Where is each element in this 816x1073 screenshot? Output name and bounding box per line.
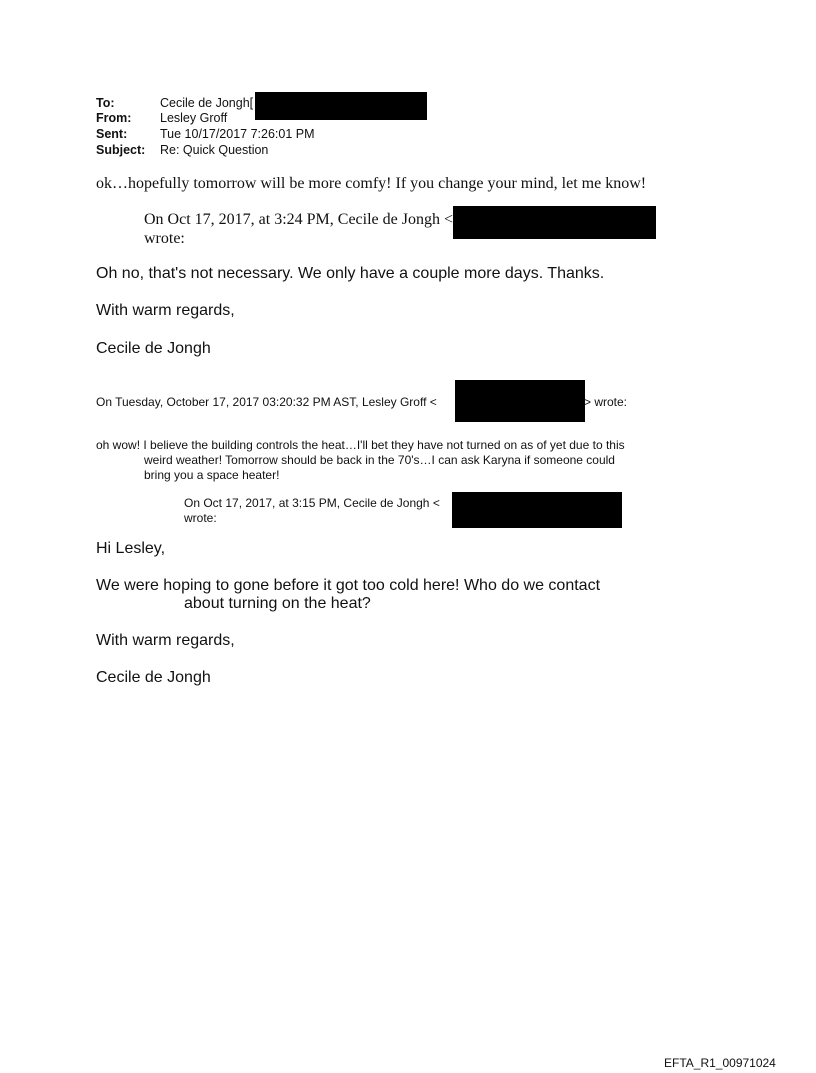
quote1-attribution-wrote: wrote: [144, 230, 185, 247]
subject-label: Subject: [96, 143, 146, 157]
quote3-attribution-wrote: wrote: [184, 511, 217, 525]
subject-value: Re: Quick Question [160, 143, 269, 157]
document-id: EFTA_R1_00971024 [664, 1056, 776, 1070]
quote1-body: Oh no, that's not necessary. We only have a couple more days. Thanks. [96, 265, 605, 282]
redaction-box [453, 206, 656, 239]
quote2-attribution-wrote: > wrote: [584, 395, 628, 409]
redaction-box [255, 92, 427, 120]
sent-label: Sent: [96, 127, 128, 141]
quote1-attribution: On Oct 17, 2017, at 3:24 PM, Cecile de Jongh < [144, 211, 453, 228]
redaction-box [455, 380, 585, 422]
quote3-signature: Cecile de Jongh [96, 669, 211, 686]
redaction-box [452, 492, 622, 528]
quote1-closing: With warm regards, [96, 302, 235, 319]
reply-body: ok…hopefully tomorrow will be more comfy! If you change your mind, let me know! [96, 175, 647, 192]
sent-value: Tue 10/17/2017 7:26:01 PM [160, 127, 315, 141]
to-label: To: [96, 96, 115, 110]
quote3-greeting: Hi Lesley, [96, 540, 166, 557]
quote3-attribution: On Oct 17, 2017, at 3:15 PM, Cecile de Jongh < [184, 496, 440, 510]
quote2-attribution: On Tuesday, October 17, 2017 03:20:32 PM AST, Lesley Groff < [96, 395, 437, 409]
from-value: Lesley Groff [160, 111, 228, 125]
to-value: Cecile de Jongh[ [160, 96, 254, 110]
quote2-line1: oh wow! I believe the building controls the heat…I'll bet they have not turned on as of yet due to this [96, 438, 625, 452]
from-label: From: [96, 111, 132, 125]
quote3-body-line2: about turning on the heat? [184, 595, 371, 612]
quote3-closing: With warm regards, [96, 632, 235, 649]
quote1-signature: Cecile de Jongh [96, 340, 211, 357]
quote2-line3: bring you a space heater! [144, 468, 280, 482]
quote2-line2: weird weather! Tomorrow should be back in the 70's…I can ask Karyna if someone could [144, 453, 615, 467]
quote3-body-line1: We were hoping to gone before it got too cold here! Who do we contact [96, 577, 601, 594]
